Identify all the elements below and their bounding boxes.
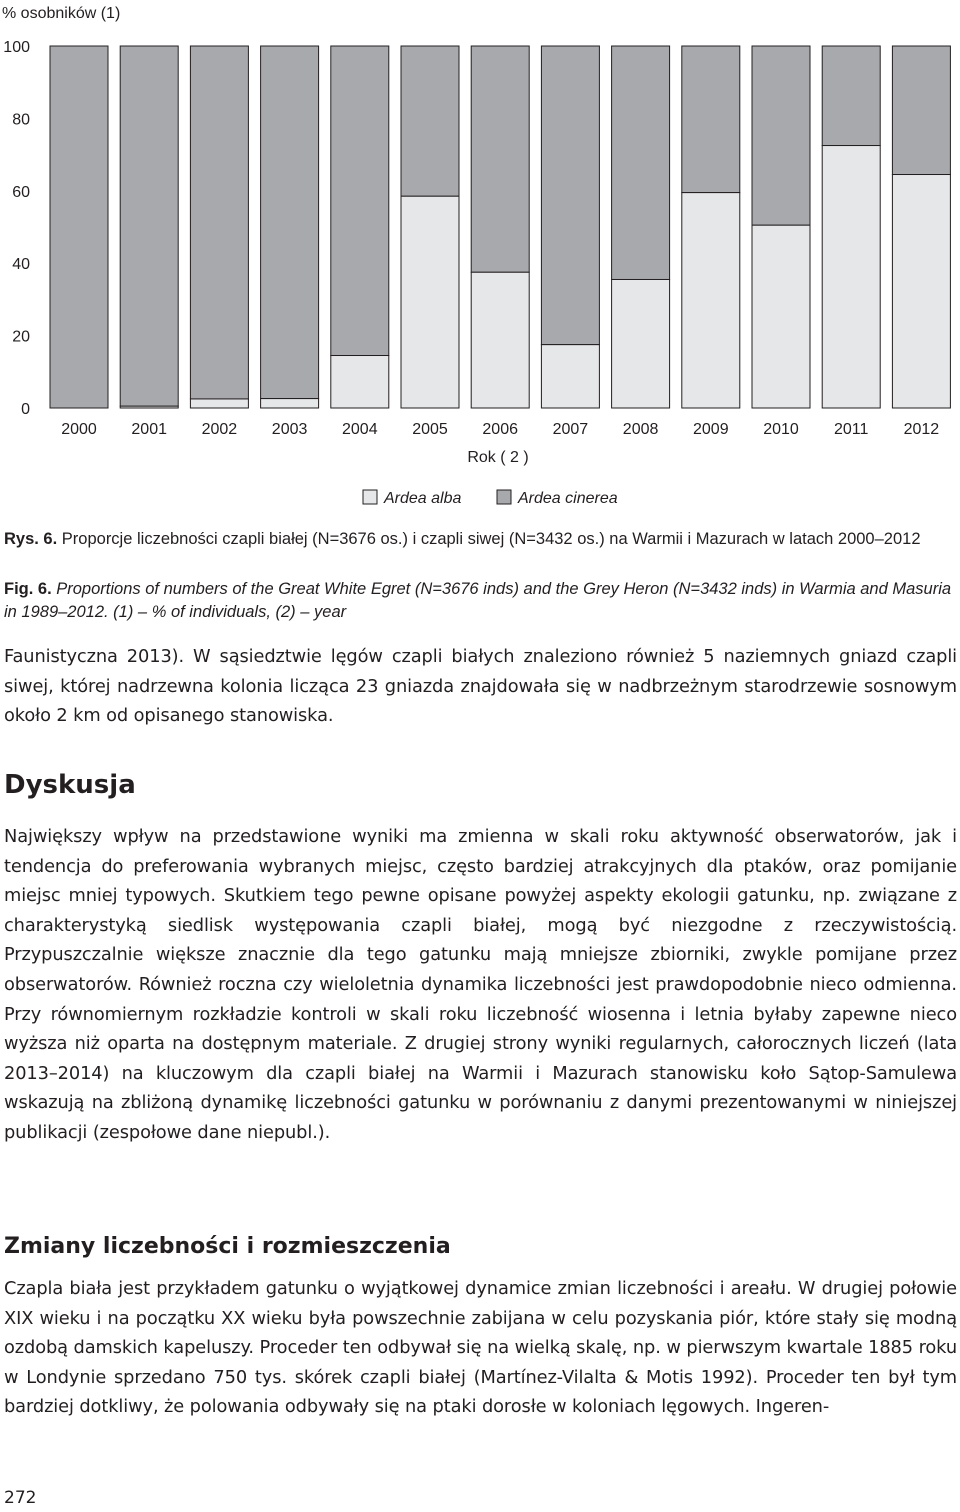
figure-label-english: Fig. 6. bbox=[4, 580, 52, 598]
x-tick-label: 2001 bbox=[131, 421, 167, 438]
x-tick-label: 2005 bbox=[412, 421, 448, 438]
legend-swatch bbox=[497, 490, 511, 504]
bar-ardea-cinerea-2007 bbox=[541, 46, 599, 345]
legend-label: Ardea alba bbox=[384, 490, 462, 507]
y-axis-ticks bbox=[3, 39, 30, 418]
x-tick-label: 2008 bbox=[622, 421, 659, 438]
bar-ardea-alba-2005 bbox=[401, 196, 459, 408]
x-tick-label: 2011 bbox=[833, 421, 869, 438]
x-axis-ticks bbox=[61, 421, 939, 438]
y-tick-label: 60 bbox=[12, 183, 30, 201]
figure-caption-english-text: Proportions of numbers of the Great White Egret (N=3676 inds) and the Grey Heron (N=3432 inds) in Warmia and Masuria in 1989–2012. (1) – % of individuals, (2) – year bbox=[4, 580, 952, 621]
bar-ardea-alba-2006 bbox=[471, 272, 529, 408]
figure-label-polish: Rys. 6. bbox=[4, 530, 58, 548]
legend-label: Ardea cinerea bbox=[518, 490, 618, 507]
page-number: 272 bbox=[4, 1488, 37, 1508]
bar-ardea-alba-2001 bbox=[120, 406, 178, 408]
x-tick-label: 2003 bbox=[271, 421, 308, 438]
bar-ardea-cinerea-2001 bbox=[120, 46, 178, 406]
bar-ardea-alba-2002 bbox=[190, 399, 248, 408]
bar-ardea-cinerea-2005 bbox=[401, 46, 459, 196]
x-tick-label: 2010 bbox=[763, 421, 799, 438]
bar-ardea-cinerea-2004 bbox=[331, 46, 389, 356]
bar-ardea-cinerea-2011 bbox=[822, 46, 880, 146]
bar-ardea-alba-2010 bbox=[752, 225, 810, 408]
figure-caption-polish-text: Proporcje liczebności czapli białej (N=3676 os.) i czapli siwej (N=3432 os.) na Warmii i Mazurach w latach 2000–2012 bbox=[57, 530, 921, 548]
y-tick-label: 0 bbox=[21, 401, 30, 418]
bar-ardea-alba-2011 bbox=[822, 146, 880, 408]
x-tick-label: 2007 bbox=[552, 421, 589, 438]
y-tick-label: 40 bbox=[12, 256, 30, 274]
bar-ardea-alba-2009 bbox=[682, 193, 740, 408]
y-tick-label: 80 bbox=[12, 111, 30, 129]
bar-ardea-cinerea-2002 bbox=[190, 46, 248, 399]
x-tick-label: 2009 bbox=[693, 421, 729, 438]
x-axis-label: Rok ( 2 ) bbox=[467, 449, 529, 466]
x-tick-label: 2006 bbox=[482, 421, 518, 438]
bar-ardea-cinerea-2006 bbox=[471, 46, 529, 272]
x-tick-label: 2004 bbox=[342, 421, 378, 438]
section-heading-dyskusja: Dyskusja bbox=[4, 770, 136, 800]
y-tick-label: 20 bbox=[12, 328, 30, 346]
bar-ardea-alba-2012 bbox=[892, 175, 950, 408]
legend-swatch bbox=[363, 490, 377, 504]
bars bbox=[50, 46, 950, 408]
y-axis-label: % osobników (1) bbox=[2, 5, 121, 22]
section-heading-changes: Zmiany liczebności i rozmieszczenia bbox=[4, 1234, 451, 1259]
bar-ardea-alba-2008 bbox=[612, 279, 670, 408]
legend bbox=[363, 490, 618, 507]
paragraph-results-end: Faunistyczna 2013). W sąsiedztwie lęgów czapli białych znaleziono również 5 naziemnych gniazd czapli siwej, której nadrzewna kolonia licząca 23 gniazda znajdowała się w nadbrzeżnym starodrzewie sosnowym około 2 km od opisanego stanowiska. bbox=[4, 646, 957, 727]
bar-ardea-alba-2007 bbox=[541, 345, 599, 408]
bar-ardea-cinerea-2010 bbox=[752, 46, 810, 225]
paragraph-changes: Czapla biała jest przykładem gatunku o wyjątkowej dynamice zmian liczebności i areału. W drugiej połowie XIX wieku i na początku XX wieku była powszechnie zabijana w celu pozyskania piór, które stały się modną ozdobą damskich kapeluszy. Proceder ten odbywał się na wielką skalę, np. w pierwszym kwartale 1885 roku w Londynie sprzedano 750 tys. skórek czapli białej (Martínez-Vilalta & Motis 1992). Proceder ten był tym bardziej dotkliwy, że polowania odbywały się na ptaki dorosłe w koloniach lęgowych. Ingeren- bbox=[4, 1278, 957, 1418]
x-tick-label: 2000 bbox=[61, 421, 97, 438]
x-tick-label: 2012 bbox=[903, 421, 940, 438]
y-tick-label: 100 bbox=[3, 39, 30, 56]
x-tick-label: 2002 bbox=[201, 421, 238, 438]
stacked-bar-chart bbox=[0, 0, 960, 520]
bar-ardea-cinerea-2003 bbox=[261, 46, 319, 399]
bar-ardea-alba-2003 bbox=[261, 399, 319, 408]
figure-caption-polish bbox=[4, 528, 956, 551]
bar-ardea-cinerea-2008 bbox=[612, 46, 670, 279]
bar-ardea-cinerea-2012 bbox=[892, 46, 950, 175]
paragraph-discussion: Największy wpływ na przedstawione wyniki ma zmienna w skali roku aktywność obserwatorów, jak i tendencja do preferowania wybranych miejsc, często bardziej atrakcyjnych dla ptaków, oraz pomijanie miejsc mniej typowych. Skutkiem tego pewne opisane powyżej aspekty ekologii gatunku, np. związane z charakterystyką siedlisk występowania czapli białej, mogą być niezgodne z rzeczywistością. Przypuszczalnie większe znacznie dla tego gatunku mają mniejsze zbiorniki, zwykle pomijane przez obserwatorów. Również roczna czy wieloletnia dynamika liczebności jest prawdopodobnie nieco odmienna. Przy równomiernym rozkładzie kontroli w skali roku liczebność wiosenna i letnia byłaby zapewne nieco wyższa niż oparta na dostępnym materiale. Z drugiej strony wyniki regularnych, całorocznych liczeń (lata 2013–2014) na kluczowym dla czapli białej na Warmii i Mazurach stanowisku koło Sątop-Samulewa wskazują na zbliżoną dynamikę liczebności gatunku w porównaniu z danymi prezentowanymi w niniejszej publikacji (zespołowe dane niepubl.). bbox=[4, 826, 957, 1143]
bar-ardea-cinerea-2000 bbox=[50, 46, 108, 408]
figure-caption-english bbox=[4, 578, 956, 624]
bar-ardea-alba-2004 bbox=[331, 356, 389, 408]
bar-ardea-cinerea-2009 bbox=[682, 46, 740, 193]
